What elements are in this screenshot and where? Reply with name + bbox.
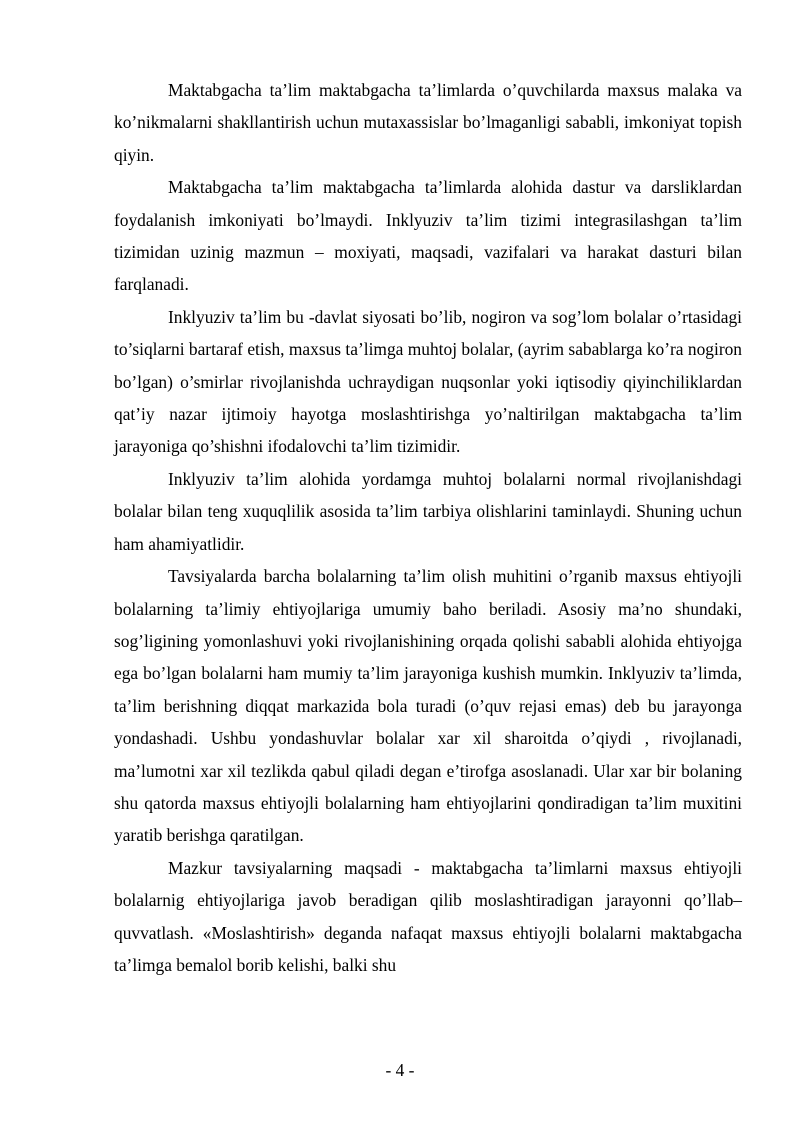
paragraph-4: Inklyuziv ta’lim alohida yordamga muhtoj bolalarni normal rivojlanishdagi bolalar bilan teng xuquqlilik asosida ta’lim tarbiya olishlarini taminlaydi. Shuning uchun ham ahamiyatlidir. — [114, 468, 742, 554]
document-body — [114, 74, 742, 981]
paragraph-5: Tavsiyalarda barcha bolalarning ta’lim olish muhitini o’rganib maxsus ehtiyojli bolalarning ta’limiy ehtiyojlariga umumiy baho beriladi. Asosiy ma’no shundaki, sog’ligining yomonlashuvi yoki rivojlanishining orqada qolishi sababli alohida ehtiyojga ega bo’lgan bolalarni ham mumiy ta’lim jarayoniga kushish mumkin. Inklyuziv ta’limda, ta’lim berishning diqqat markazida bola turadi (o’quv rejasi emas) deb bu jarayonga yondashadi. Ushbu yondashuvlar bolalar xar xil sharoitda o’qiydi , rivojlanadi, ma’lumotni xar xil tezlikda qabul qiladi degan e’tirofga asoslanadi. Ular xar bir bolaning shu qatorda maxsus ehtiyojli bolalarning ham ehtiyojlarini qondiradigan ta’lim muxitini yaratib berishga qaratilgan. — [114, 566, 742, 846]
paragraph-1: Maktabgacha ta’lim maktabgacha ta’limlarda o’quvchilarda maxsus malaka va ko’nikmalarni shakllantirish uchun mutaxassislar bo’lmaganligi sababli, imkoniyat topish qiyin. — [114, 80, 742, 165]
page-number: - 4 - — [385, 1060, 415, 1080]
paragraph-2: Maktabgacha ta’lim maktabgacha ta’limlarda alohida dastur va darsliklardan foydalanish imkoniyati bo’lmaydi. Inklyuziv ta’lim tizimi integrasilashgan ta’lim tizimidan uzinig mazmun – moxiyati, maqsadi, vazifalari va harakat dasturi bilan farqlanadi. — [114, 177, 742, 295]
paragraph-3: Inklyuziv ta’lim bu -davlat siyosati bo’lib, nogiron va sog’lom bolalar o’rtasidagi to’siqlarni bartaraf etish, maxsus ta’limga muhtoj bolalar, (ayrim sabablarga ko’ra nogiron bo’lgan) o’smirlar rivojlanishda uchraydigan nuqsonlar yoki iqtisodiy qiyinchiliklardan qat’iy nazar ijtimoiy hayotga moslashtirishga yo’naltirilgan maktabgacha ta’lim jarayoniga qo’shishni ifodalovchi ta’lim tizimidir. — [114, 306, 742, 457]
paragraph-6: Mazkur tavsiyalarning maqsadi - maktabgacha ta’limlarni maxsus ehtiyojli bolalarnig ehtiyojlariga javob beradigan qilib moslashtiradigan jarayonni qo’llab– quvvatlash. «Moslashtirish» deganda nafaqat maxsus ehtiyojli bolalarni maktabgacha ta’limga bemalol borib kelishi, balki shu — [114, 857, 742, 975]
